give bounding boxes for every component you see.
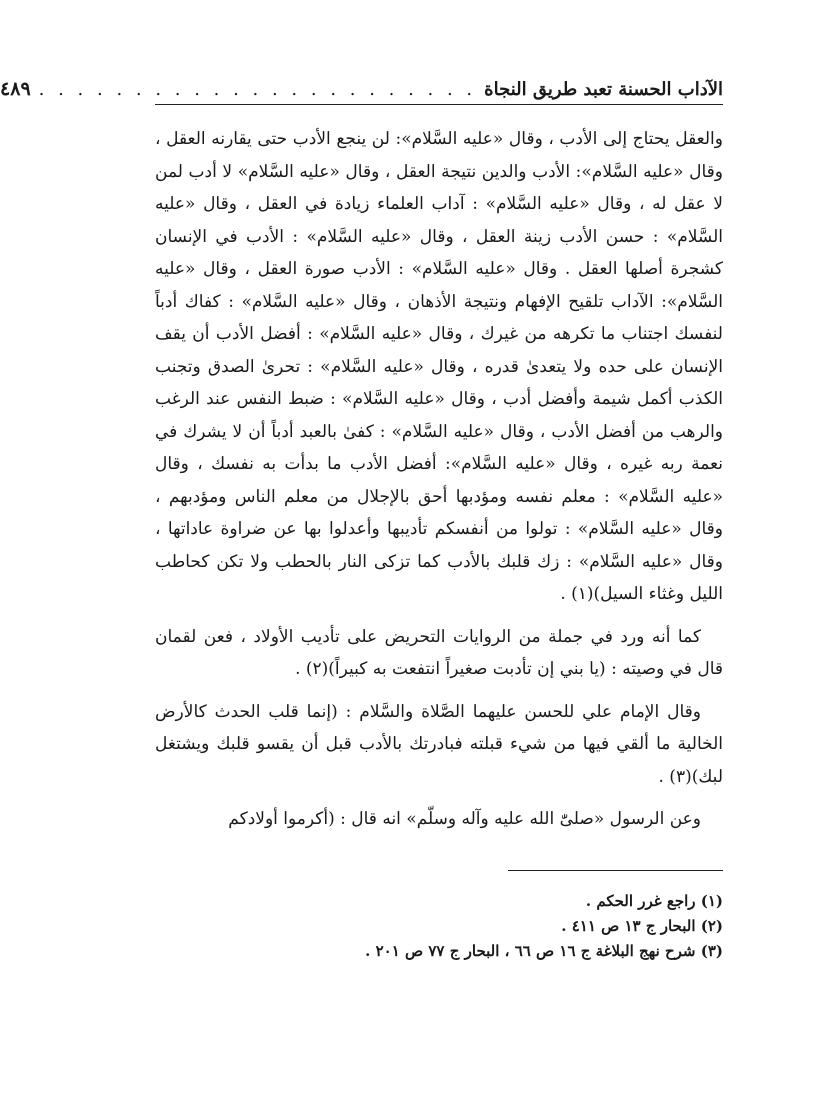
paragraph-luqman: كما أنه ورد في جملة من الروايات التحريض على تأديب الأولاد ، فعن لقمان قال في وصيته : (يا بني إن تأدبت صغيراً انتفعت به كبيراً)(٢) . [155, 626, 723, 679]
leader-dots: . . . . . . . . . . . . . . . . . . . . . . . [38, 79, 477, 100]
footnote-2: (٢) البحار ج ١٣ ص ٤١١ . [561, 916, 723, 935]
paragraph-hadiths: والعقل يحتاج إلى الأدب ، وقال «عليه السَّلام»: لن ينجع الأدب حتى يقارنه العقل ، وقال «عليه السَّلام»: الأدب والدين نتيجة العقل ، وقال «عليه السَّلام» لا أدب لمن لا عقل له ، وقال «عليه السَّلام» : آداب العلماء زيادة في العقل ، وقال «عليه السَّلام» : حسن الأدب زينة العقل ، وقال «عليه السَّلام» : الأدب في الإنسان كشجرة أصلها العقل . وقال «عليه السَّلام» : الأدب صورة العقل ، وقال «عليه السَّلام»: الآداب تلقيح الإفهام ونتيجة الأذهان ، وقال «عليه السَّلام» : كفاك أدباً لنفسك اجتناب ما تكرهه من غيرك ، وقال «عليه السَّلام» : أفضل الأدب أن يقف الإنسان على حده ولا يتعدىٰ قدره ، وقال «عليه السَّلام» : تحرىٰ الصدق وتجنب الكذب أكمل شيمة وأفضل أدب ، وقال «عليه السَّلام» : ضبط النفس عند الرغب والرهب من أفضل الأدب ، وقال «عليه السَّلام» : كفىٰ بالعبد أدباً أن لا يشرك في نعمة ربه غيره ، وقال «عليه السَّلام»: أفضل الأدب ما بدأت به نفسك ، وقال «عليه السَّلام» : معلم نفسه ومؤدبها أحق بالإجلال من معلم الناس ومؤدبهم ، وقال «عليه السَّلام» : تولوا من أنفسكم تأديبها وأعدلوا بها عن ضراوة عاداتها ، وقال «عليه السَّلام» : زك قلبك بالأدب كما تزكى النار بالحطب ولا تكن كحاطب الليل وغثاء السيل)(١) . [155, 129, 723, 604]
footnotes [155, 889, 723, 964]
paragraph-prophet: وعن الرسول «صلىّٰ الله عليه وآله وسلّم» انه قال : (أكرموا أولادكم [228, 809, 701, 829]
running-title: الآداب الحسنة تعبد طريق النجاة [484, 79, 723, 100]
page-number: ٤٨٩ [0, 78, 31, 100]
running-header [0, 78, 723, 105]
footnote-3: (٣) شرح نهج البلاغة ج ١٦ ص ٦٦ ، البحار ج ٧٧ ص ٢٠١ . [365, 941, 723, 960]
footnote-divider [508, 870, 723, 871]
page-content [0, 78, 723, 964]
footnote-1: (١) راجع غرر الحكم . [585, 891, 723, 910]
paragraph-imam-ali: وقال الإمام علي للحسن عليهما الصَّلاة والسَّلام : (إنما قلب الحدث كالأرض الخالية ما ألقي فيها من شيء قبلته فبادرتك بالأدب قبل أن يقسو قلبك ويشتغل لبك)(٣) . [155, 701, 723, 787]
body-text [155, 123, 723, 836]
